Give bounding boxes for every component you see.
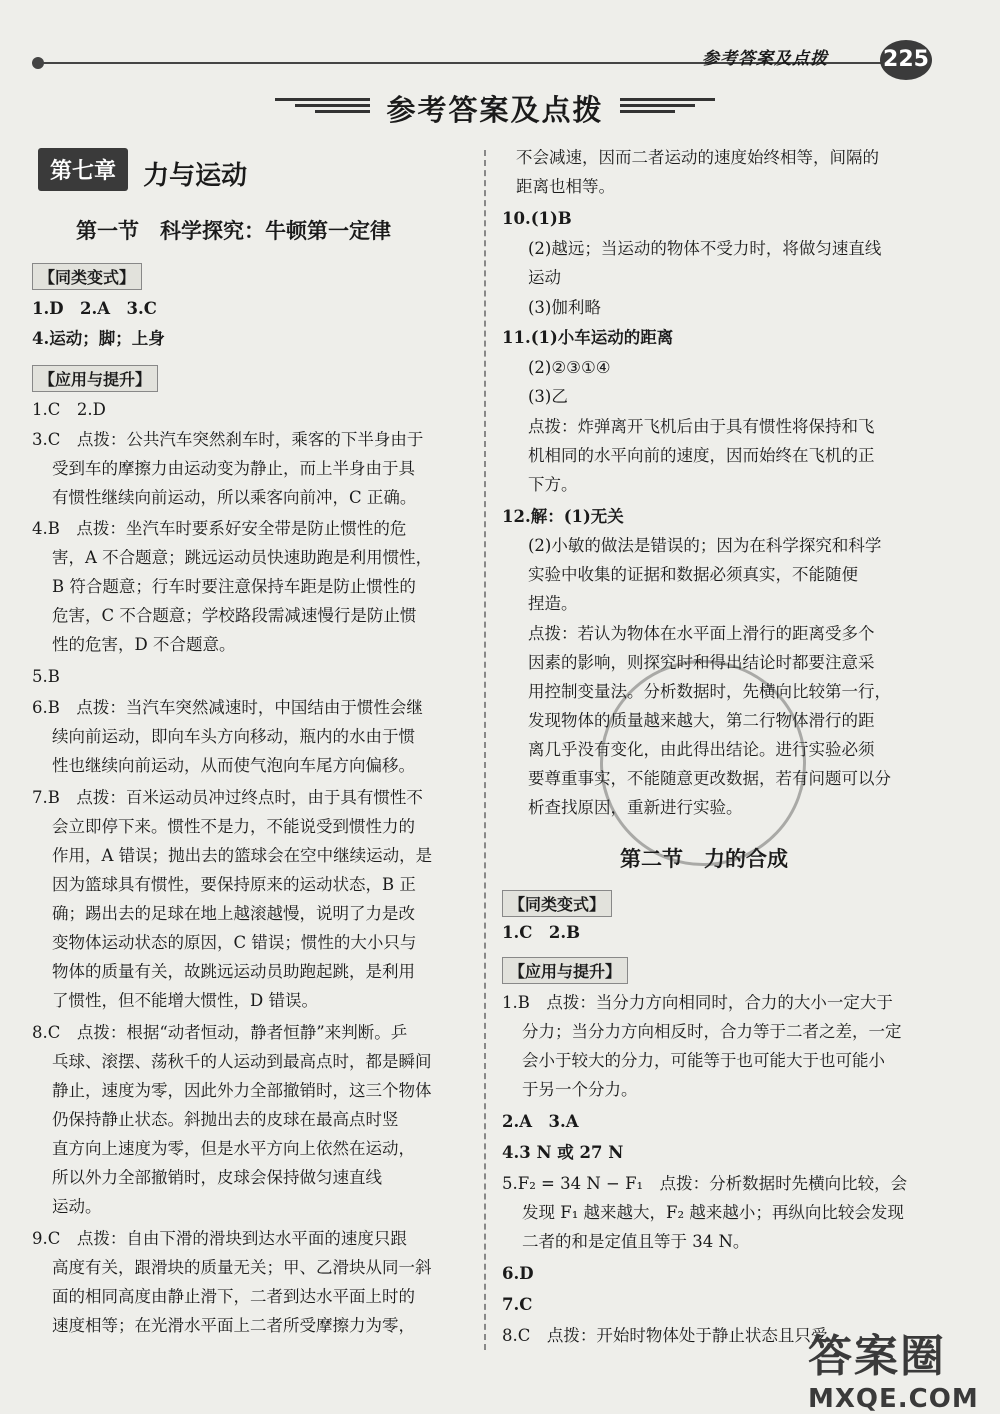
answer-line: 点拨：炸弹离开飞机后由于具有惯性将保持和飞	[528, 417, 875, 436]
answer-line: 12.解：(1)无关	[502, 507, 624, 526]
answer-line: 二者的和是定值且等于 34 N。	[522, 1232, 750, 1251]
answer-line: 4.运动；脚；上身	[32, 329, 165, 348]
answer-line: 5.F₂ = 34 N − F₁ 点拨：分析数据时先横向比较，会	[502, 1174, 908, 1193]
answer-line: 10.(1)B	[502, 209, 572, 228]
answer-line: 3.C 点拨：公共汽车突然刹车时，乘客的下半身由于	[32, 430, 424, 449]
answer-line: 发现物体的质量越来越大，第二行物体滑行的距	[528, 711, 875, 730]
answer-line: 因为篮球具有惯性，要保持原来的运动状态，B 正	[52, 875, 416, 894]
answer-line: 性的危害，D 不合题意。	[52, 635, 236, 654]
answers-banner	[275, 88, 715, 130]
watermark-text: 答案圈	[808, 1331, 946, 1382]
answer-line: 因素的影响，则探究时和得出结论时都要注意采	[528, 653, 875, 672]
header-title: 参考答案及点拨	[702, 49, 828, 69]
answer-line: 用控制变量法。分析数据时，先横向比较第一行，	[528, 682, 891, 701]
answer-line: 速度相等；在光滑水平面上二者所受摩擦力为零，	[52, 1316, 415, 1335]
tag-application: 【应用与提升】	[32, 365, 158, 392]
answer-line: 运动	[528, 268, 561, 287]
answer-line: 7.B 点拨：百米运动员冲过终点时，由于具有惯性不	[32, 788, 423, 807]
answer-line: 8.C 点拨：根据“动者恒动，静者恒静”来判断。乒	[32, 1023, 408, 1042]
answer-line: 下方。	[528, 475, 578, 494]
tag-similar-variants: 【同类变式】	[32, 263, 142, 290]
answer-line: 会立即停下来。惯性不是力，不能说受到惯性力的	[52, 817, 415, 836]
answer-line: 变物体运动状态的原因，C 错误；惯性的大小只与	[52, 933, 417, 952]
section-title-2: 第二节 力的合成	[620, 847, 788, 871]
section-title-1: 第一节 科学探究：牛顿第一定律	[76, 219, 391, 243]
answer-line: 析查找原因，重新进行实验。	[528, 798, 743, 817]
answer-line: (2)小敏的做法是错误的；因为在科学探究和科学	[528, 536, 882, 555]
answer-line: 6.D	[502, 1264, 534, 1283]
answer-line: 1.C 2.B	[502, 923, 581, 942]
answer-line: 8.C 点拨：开始时物体处于静止状态且只受	[502, 1326, 828, 1345]
answer-line: 确；踢出去的足球在地上越滚越慢，说明了力是改	[52, 904, 415, 923]
answer-line: B 符合题意；行车时要注意保持车距是防止惯性的	[52, 577, 416, 596]
answer-line: 点拨：若认为物体在水平面上滑行的距离受多个	[528, 624, 875, 643]
answer-line: 物体的质量有关，故跳远运动员助跑起跳，是利用	[52, 962, 415, 981]
answer-line: 性也继续向前运动，从而使气泡向车尾方向偏移。	[52, 756, 415, 775]
answer-line: 危害，C 不合题意；学校路段需减速慢行是防止惯	[52, 606, 417, 625]
answer-line: 7.C	[502, 1295, 533, 1314]
answer-line: 分力；当分力方向相反时，合力等于二者之差，一定	[522, 1022, 902, 1041]
answer-line: 于另一个分力。	[522, 1080, 638, 1099]
answer-line: 仍保持静止状态。斜抛出去的皮球在最高点时竖	[52, 1110, 399, 1129]
answer-line: 捏造。	[528, 594, 578, 613]
answer-line: 11.(1)小车运动的距离	[502, 328, 674, 347]
chapter-heading	[38, 148, 247, 192]
answer-line: 1.B 点拨：当分力方向相同时，合力的大小一定大于	[502, 993, 893, 1012]
page-number: 225	[880, 40, 932, 80]
answer-line: (3)伽利略	[528, 298, 601, 317]
answer-line: 乓球、滚摆、荡秋千的人运动到最高点时，都是瞬间	[52, 1052, 432, 1071]
answer-line: 机相同的水平向前的速度，因而始终在飞机的正	[528, 446, 875, 465]
answer-line: 离几乎没有变化，由此得出结论。进行实验必须	[528, 740, 875, 759]
answer-line: 作用，A 错误；抛出去的篮球会在空中继续运动，是	[52, 846, 433, 865]
answer-line: 直方向上速度为零，但是水平方向上依然在运动，	[52, 1139, 415, 1158]
answer-line: 害，A 不合题意；跳远运动员快速助跑是利用惯性，	[52, 548, 433, 567]
banner-title: 参考答案及点拨	[386, 93, 604, 127]
answer-line: 2.A 3.A	[502, 1112, 579, 1131]
answer-line: 会小于较大的分力，可能等于也可能大于也可能小	[522, 1051, 885, 1070]
answer-line: 实验中收集的证据和数据必须真实，不能随便	[528, 565, 858, 584]
answer-line: 不会减速，因而二者运动的速度始终相等，间隔的	[516, 148, 879, 167]
answer-line: 了惯性，但不能增大惯性，D 错误。	[52, 991, 318, 1010]
column-divider	[484, 150, 486, 1350]
answer-line: 续向前运动，即向车头方向移动，瓶内的水由于惯	[52, 727, 415, 746]
answer-line: 运动。	[52, 1197, 102, 1216]
answer-line: 静止，速度为零，因此外力全部撤销时，这三个物体	[52, 1081, 432, 1100]
chapter-label: 第七章	[38, 148, 128, 191]
answer-line: 1.D 2.A 3.C	[32, 299, 157, 318]
answer-line: 发现 F₁ 越来越大，F₂ 越来越小；再纵向比较会发现	[522, 1203, 904, 1222]
answer-line: 要尊重事实，不能随意更改数据，若有问题可以分	[528, 769, 891, 788]
answer-line: (2)②③①④	[528, 358, 611, 377]
answer-line: 所以外力全部撤销时，皮球会保持做匀速直线	[52, 1168, 382, 1187]
answer-line: 距离也相等。	[516, 177, 615, 196]
answer-line: 受到车的摩擦力由运动变为静止，而上半身由于具	[52, 459, 415, 478]
answer-line: (3)乙	[528, 387, 568, 406]
banner-decoration-left	[275, 98, 370, 120]
answer-line: 4.3 N 或 27 N	[502, 1143, 624, 1162]
watermark-url: MXQE.COM	[808, 1384, 979, 1414]
answer-line: 面的相同高度由静止滑下，二者到达水平面上时的	[52, 1287, 415, 1306]
watermark-logo	[808, 1320, 988, 1414]
answer-line: 5.B	[32, 667, 60, 686]
tag-similar-variants: 【同类变式】	[502, 890, 612, 917]
chapter-title: 力与运动	[143, 161, 248, 191]
answer-line: 9.C 点拨：自由下滑的滑块到达水平面的速度只跟	[32, 1229, 407, 1248]
answer-line: 高度有关，跟滑块的质量无关；甲、乙滑块从同一斜	[52, 1258, 432, 1277]
answer-line: (2)越远；当运动的物体不受力时，将做匀速直线	[528, 239, 882, 258]
banner-decoration-right	[620, 98, 715, 120]
tag-application: 【应用与提升】	[502, 957, 628, 984]
answer-line: 1.C 2.D	[32, 400, 106, 419]
answer-line: 4.B 点拨：坐汽车时要系好安全带是防止惯性的危	[32, 519, 407, 538]
answer-line: 6.B 点拨：当汽车突然减速时，中国结由于惯性会继	[32, 698, 423, 717]
answer-line: 有惯性继续向前运动，所以乘客向前冲，C 正确。	[52, 488, 417, 507]
